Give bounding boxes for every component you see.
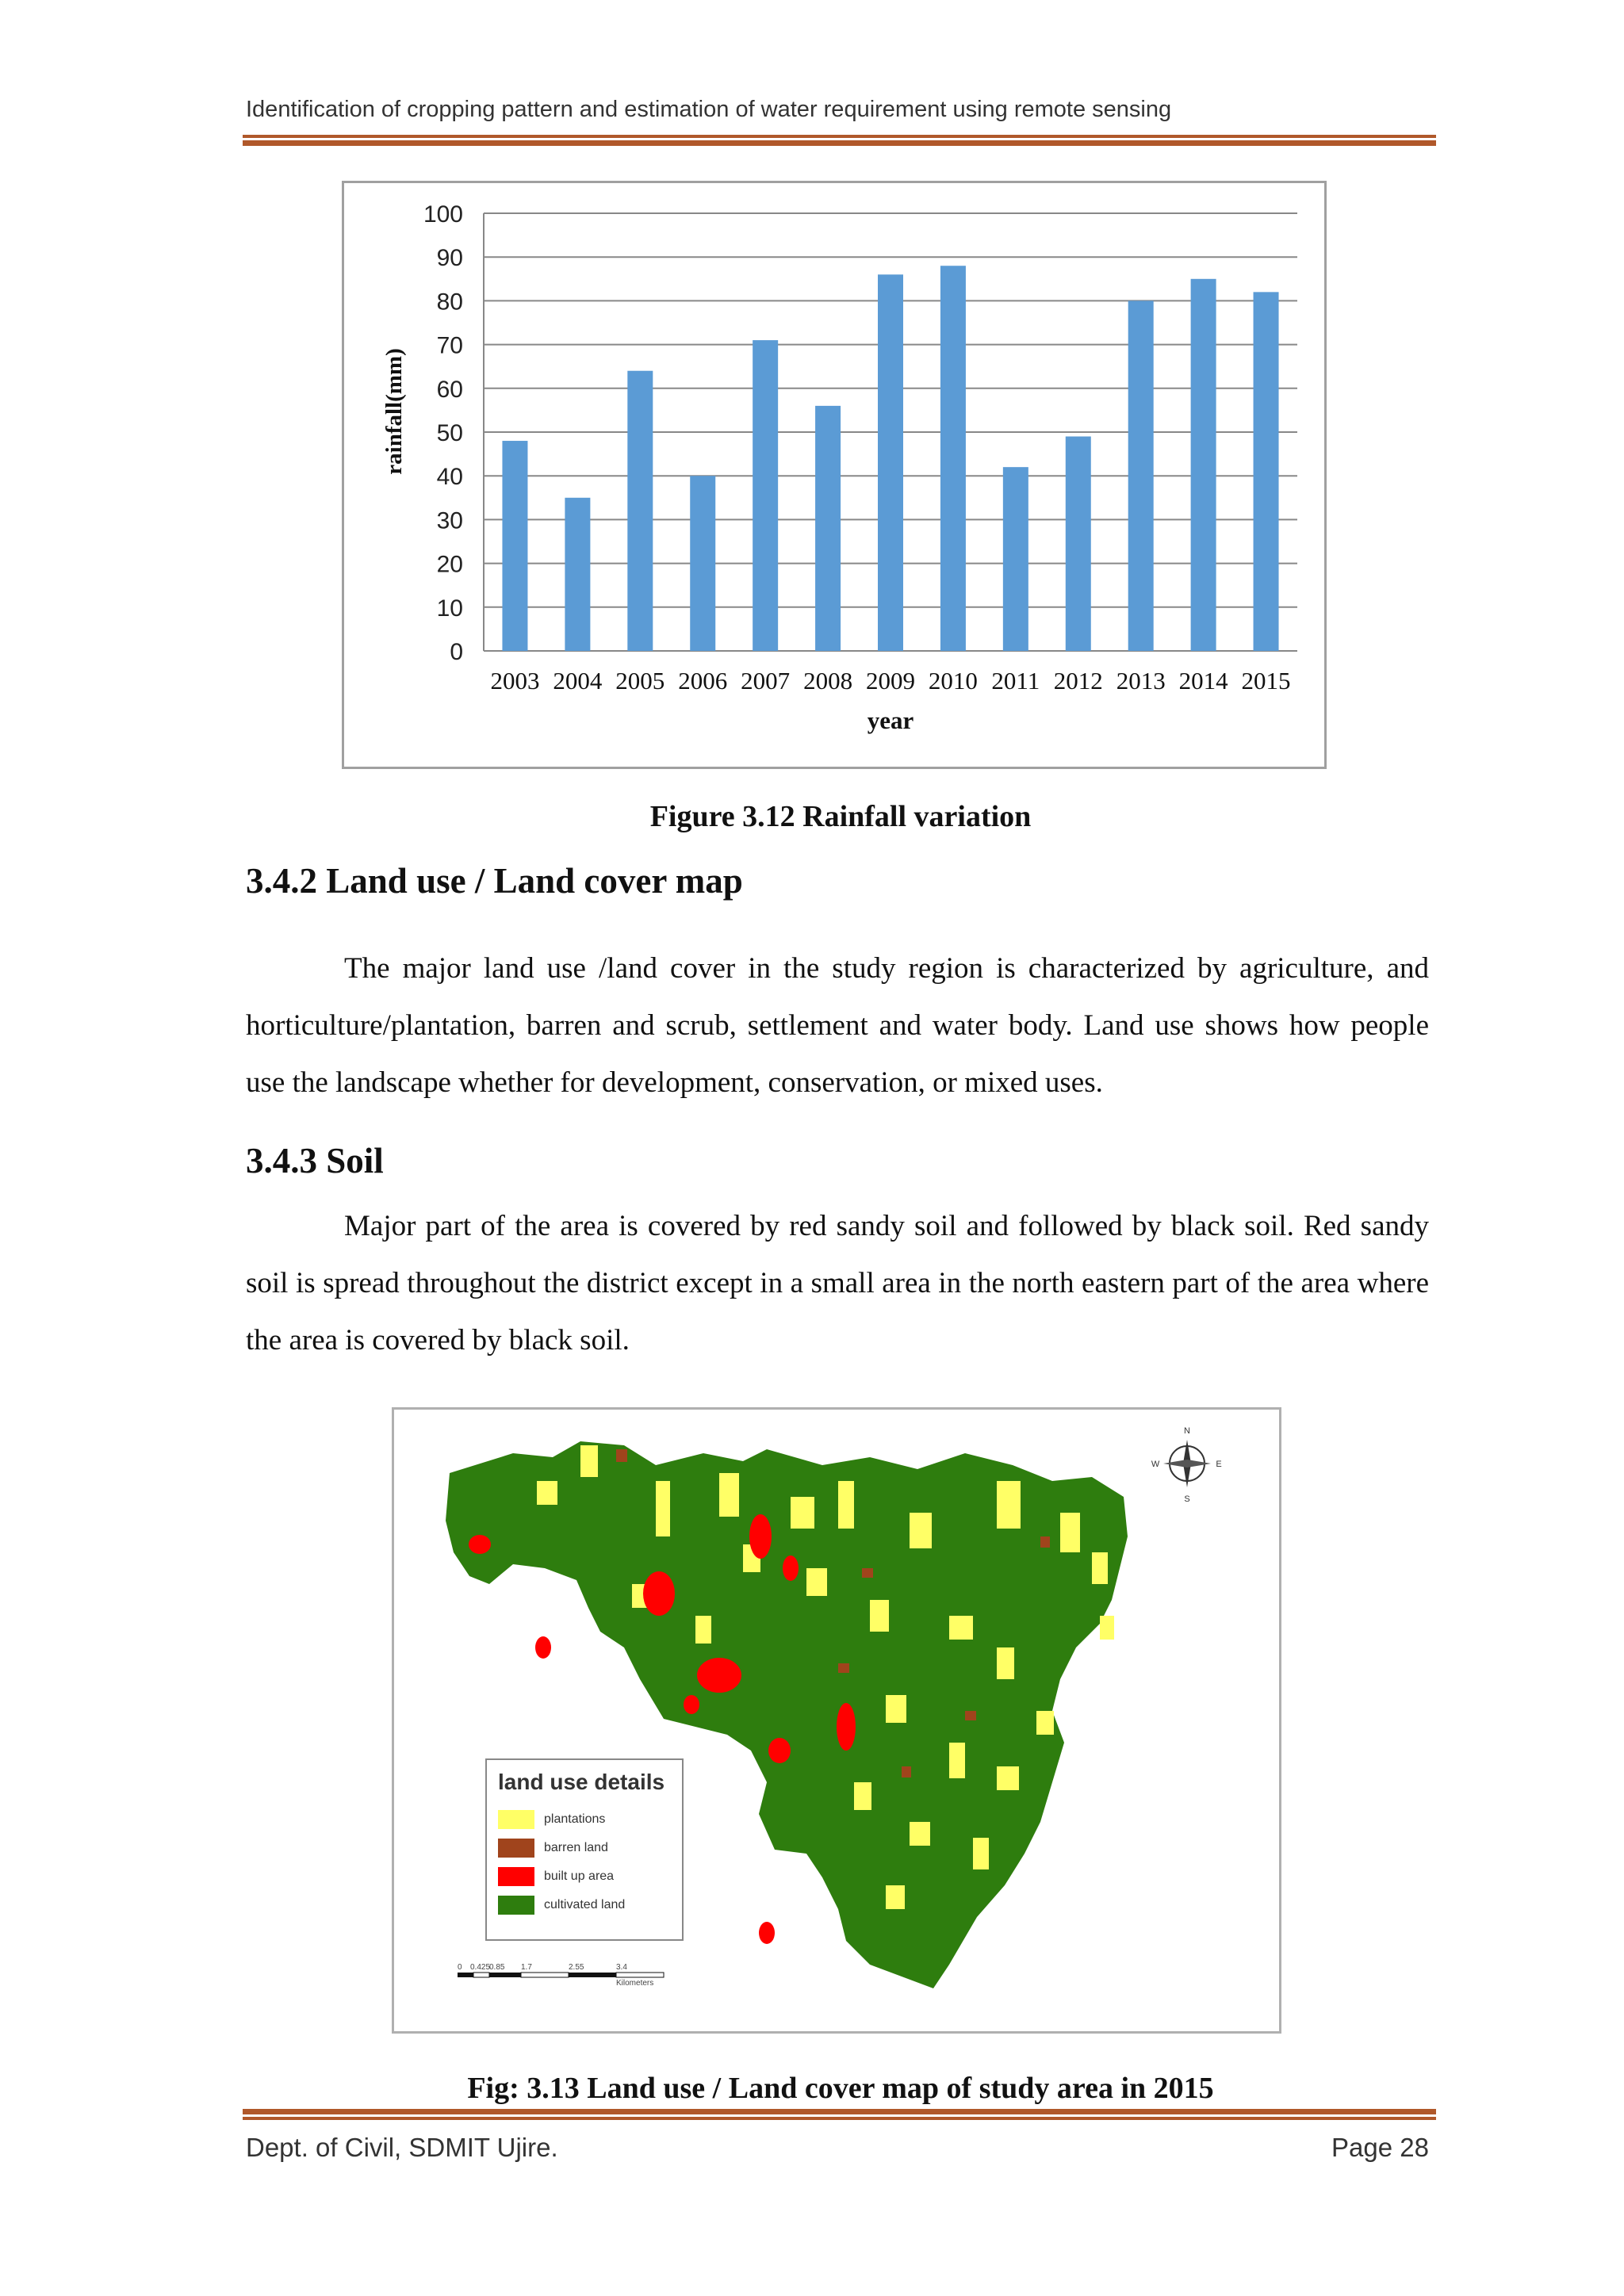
y-tick-label: 100 [423,201,463,228]
bar [878,274,903,651]
y-tick-label: 80 [436,289,463,316]
compass-n: N [1184,1426,1190,1436]
scale-label-2: 0.85 [489,1963,505,1972]
y-tick-label: 60 [436,376,463,403]
bar [1128,300,1154,651]
scale-label-5: 3.4 [616,1963,627,1972]
bar [1191,279,1216,651]
figure-3-12-caption: Figure 3.12 Rainfall variation [649,800,1032,833]
rainfall-chart-svg [344,183,1324,767]
y-tick-label: 40 [436,464,463,491]
legend-swatch-cultivated-land [498,1896,534,1915]
bar [815,406,841,651]
legend-label: plantations [544,1812,606,1826]
bar [753,340,778,651]
legend-swatch-barren-land [498,1839,534,1858]
y-axis-title: rainfall(mm) [381,348,407,475]
x-tick-label: 2014 [1178,667,1228,695]
scale-label-3: 1.7 [521,1963,532,1972]
x-tick-label: 2006 [678,667,728,695]
legend-swatch-plantations [498,1810,534,1829]
y-tick-label: 20 [436,551,463,578]
y-tick-label: 10 [436,595,463,622]
bar [565,498,590,651]
legend-swatch-built-up-area [498,1867,534,1886]
footer-rule-thick [243,2109,1436,2114]
header-rule-thick [243,140,1436,146]
x-tick-label: 2011 [991,667,1040,695]
y-tick-label: 90 [436,245,463,272]
compass-s: S [1184,1494,1190,1504]
bar [1254,292,1279,651]
x-tick-label: 2010 [928,667,978,695]
footer-rule-thin [243,2117,1436,2120]
scale-label-0: 0 [458,1963,462,1972]
x-tick-label: 2003 [490,667,540,695]
y-tick-label: 0 [450,639,463,665]
scale-label-1: 0.425 [470,1963,491,1972]
map-legend [485,1758,684,1941]
bar [1066,437,1091,651]
compass-e: E [1216,1460,1222,1469]
section-3-4-2-paragraph: The major land use /land cover in the study region is characterized by agriculture, and horticulture/plantation, barren and scrub, settlement and water body. Land use shows how people use the landscape whether for development, conservation, or mixed uses. [246,952,1429,1099]
scale-label-4: 2.55 [569,1963,584,1972]
legend-label: built up area [544,1869,615,1883]
bar [940,266,966,651]
running-header: Identification of cropping pattern and estimation of water requirement using remote sensing [246,97,1172,122]
y-tick-label: 30 [436,507,463,534]
bar [690,476,715,651]
legend-row-barren-land [498,1838,608,1858]
scale-bar [458,1963,664,1988]
legend-label: barren land [544,1841,608,1854]
land-use-map [392,1407,1281,2034]
section-3-4-3-paragraph: Major part of the area is covered by red sandy soil and followed by black soil. Red sandy soil is spread throughout the district except in a small area in the north eastern part of the area where the area is covered by black soil. [246,1210,1429,1357]
x-tick-label: 2008 [803,667,853,695]
footer-department: Dept. of Civil, SDMIT Ujire. [246,2133,558,2162]
figure-3-13-caption: Fig: 3.13 Land use / Land cover map of study area in 2015 [467,2072,1214,2105]
x-axis-title: year [867,706,914,734]
x-tick-label: 2007 [741,667,791,695]
compass-rose-icon [1151,1426,1222,1504]
bar [627,371,653,651]
legend-label: cultivated land [544,1898,626,1911]
section-3-4-3-heading: 3.4.3 Soil [246,1141,384,1181]
x-tick-label: 2013 [1116,667,1166,695]
y-tick-label: 70 [436,332,463,359]
compass-w: W [1151,1460,1160,1469]
y-tick-label: 50 [436,420,463,446]
rainfall-chart [342,181,1327,769]
section-3-4-2-heading: 3.4.2 Land use / Land cover map [246,861,743,901]
scale-unit: Kilometers [616,1979,654,1988]
legend-row-plantations [498,1809,605,1830]
x-tick-label: 2005 [615,667,665,695]
x-tick-label: 2015 [1241,667,1291,695]
x-tick-label: 2004 [553,667,603,695]
bar [1003,467,1028,651]
footer-page-number: Page 28 [1331,2133,1429,2162]
x-tick-label: 2009 [866,667,915,695]
legend-row-cultivated-land [498,1895,625,1915]
legend-title: land use details [498,1770,665,1794]
x-tick-label: 2012 [1053,667,1103,695]
legend-row-built-up-area [498,1866,614,1887]
bar [502,441,527,651]
header-rule-thin [243,135,1436,138]
